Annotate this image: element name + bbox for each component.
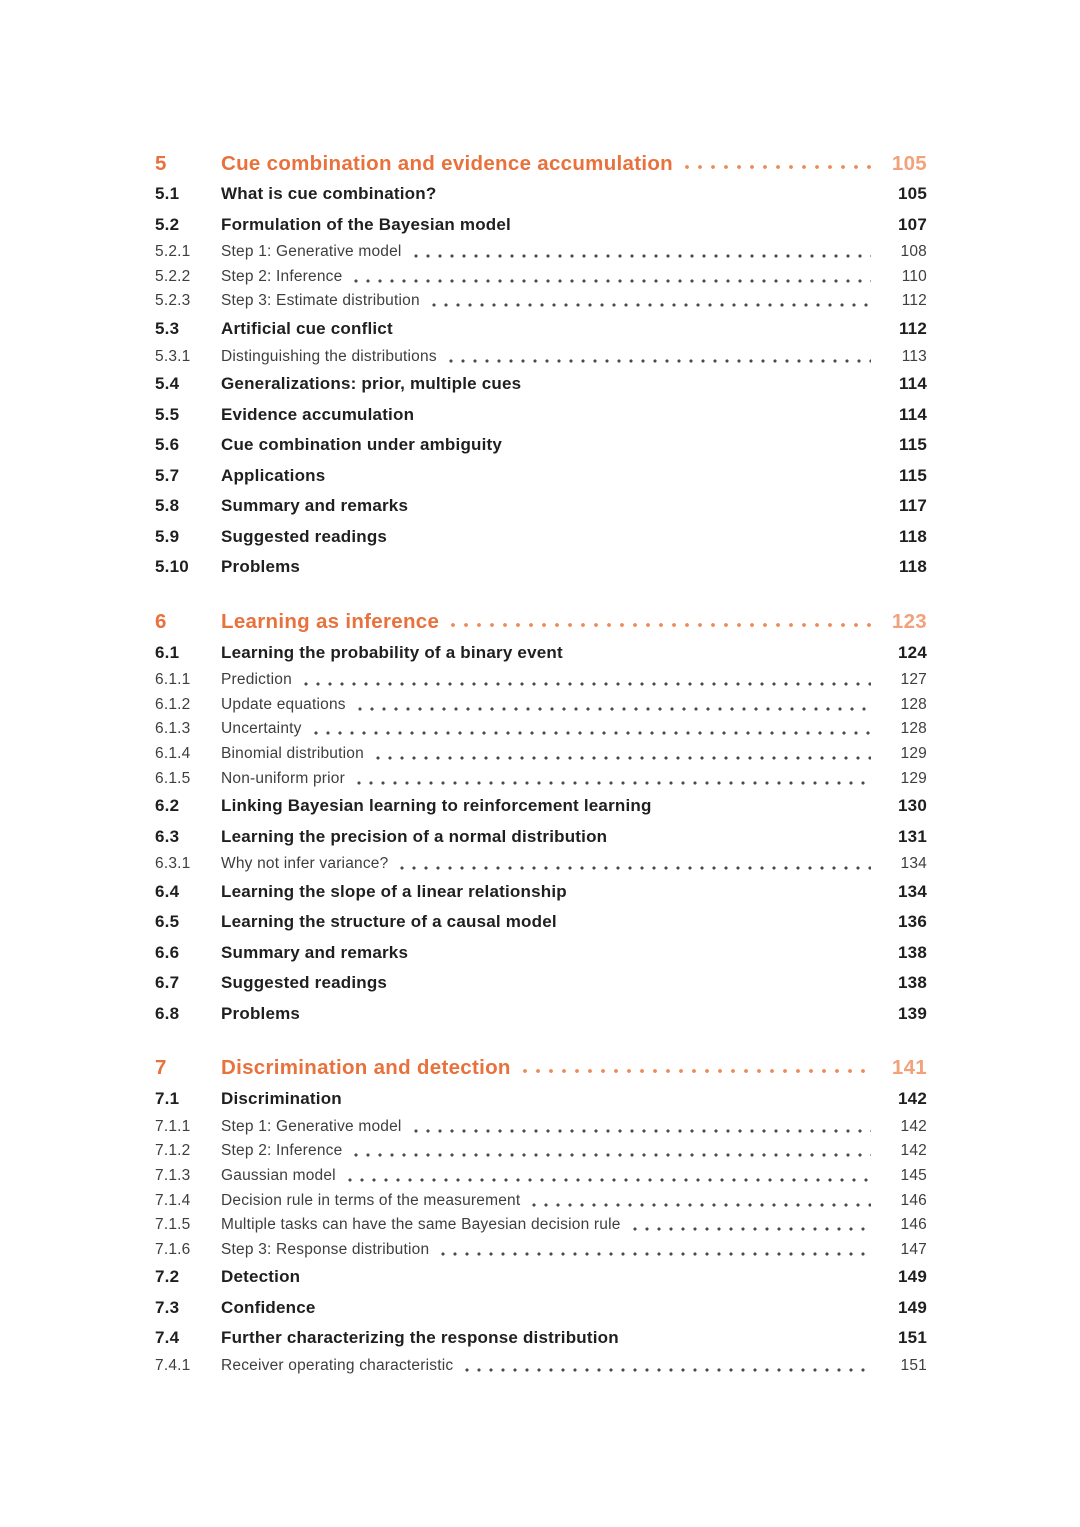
section-page-number: 138 — [898, 973, 927, 993]
section-title: Linking Bayesian learning to reinforcement learning — [221, 796, 652, 816]
dot-leader — [314, 731, 871, 735]
subsection-title: Step 1: Generative model — [221, 1117, 402, 1135]
subsection-page-number: 129 — [900, 744, 927, 762]
toc-entry-row[interactable] — [155, 1084, 927, 1115]
section-number: 5.7 — [155, 465, 180, 485]
section-number: 5.2 — [155, 214, 180, 234]
chapter-title: Learning as inference — [221, 609, 440, 633]
section-number: 7.3 — [155, 1297, 180, 1317]
toc-entry-row[interactable] — [155, 637, 927, 668]
section-page-number: 112 — [898, 319, 927, 339]
chapter-title: Cue combination and evidence accumulation — [221, 151, 673, 175]
dot-leader — [523, 227, 871, 231]
toc-entry-row[interactable] — [155, 1114, 927, 1139]
section-title: Learning the structure of a causal model — [221, 912, 557, 932]
toc-entry-row[interactable] — [155, 876, 927, 907]
dot-leader — [432, 303, 871, 307]
dot-leader — [685, 165, 871, 169]
section-title: Formulation of the Bayesian model — [221, 214, 511, 234]
subsection-title: Decision rule in terms of the measurement — [221, 1191, 521, 1209]
subsection-number: 5.2.1 — [155, 243, 191, 261]
subsection-number: 5.3.1 — [155, 347, 191, 365]
toc-chapter-row[interactable] — [155, 1053, 927, 1084]
subsection-page-number: 128 — [900, 695, 927, 713]
dot-leader — [414, 1129, 871, 1133]
subsection-page-number: 147 — [900, 1240, 927, 1258]
subsection-title: Why not infer variance? — [221, 855, 389, 873]
section-page-number: 115 — [898, 465, 927, 485]
section-page-number: 149 — [898, 1297, 927, 1317]
section-title: Problems — [221, 1003, 301, 1023]
toc-entry-row[interactable] — [155, 998, 927, 1029]
section-number: 6.7 — [155, 973, 180, 993]
subsection-title: Distinguishing the distributions — [221, 347, 437, 365]
toc-entry-row[interactable] — [155, 179, 927, 210]
toc-entry-row[interactable] — [155, 289, 927, 314]
section-number: 7.2 — [155, 1267, 180, 1287]
section-page-number: 115 — [898, 435, 927, 455]
section-number: 6.2 — [155, 796, 180, 816]
subsection-title: Receiver operating characteristic — [221, 1356, 454, 1374]
dot-leader — [465, 1368, 871, 1372]
section-page-number: 131 — [898, 826, 927, 846]
toc-entry-row[interactable] — [155, 968, 927, 999]
toc-entry-row[interactable] — [155, 1262, 927, 1293]
section-page-number: 107 — [898, 214, 927, 234]
section-title: Confidence — [221, 1297, 316, 1317]
subsection-page-number: 134 — [900, 855, 927, 873]
dot-leader — [451, 623, 871, 627]
toc-entry-row[interactable] — [155, 1323, 927, 1354]
dot-leader — [400, 866, 871, 870]
toc-entry-row[interactable] — [155, 766, 927, 791]
toc-entry-row[interactable] — [155, 692, 927, 717]
section-page-number: 142 — [898, 1089, 927, 1109]
section-page-number: 139 — [898, 1003, 927, 1023]
section-number: 7.1 — [155, 1089, 180, 1109]
section-page-number: 149 — [898, 1267, 927, 1287]
section-number: 6.4 — [155, 881, 180, 901]
chapter-number: 7 — [155, 1056, 167, 1080]
toc-chapter-row[interactable] — [155, 148, 927, 179]
dot-leader — [399, 539, 871, 543]
section-page-number: 118 — [898, 526, 927, 546]
toc-entry-row[interactable] — [155, 791, 927, 822]
dot-leader — [575, 655, 871, 659]
section-page-number: 130 — [898, 796, 927, 816]
chapter-title: Discrimination and detection — [221, 1056, 511, 1080]
section-title: Detection — [221, 1267, 301, 1287]
chapter-page-number: 105 — [891, 151, 927, 175]
subsection-title: Step 3: Response distribution — [221, 1240, 430, 1258]
toc-entry-row[interactable] — [155, 1354, 927, 1379]
subsection-page-number: 129 — [900, 769, 927, 787]
dot-leader — [523, 1069, 871, 1073]
dot-leader — [420, 955, 871, 959]
dot-leader — [376, 756, 871, 760]
section-title: Suggested readings — [221, 526, 388, 546]
toc-entry-row[interactable] — [155, 491, 927, 522]
subsection-page-number: 108 — [900, 243, 927, 261]
toc-entry-row[interactable] — [155, 821, 927, 852]
toc-entry-row[interactable] — [155, 460, 927, 491]
section-number: 6.3 — [155, 826, 180, 846]
subsection-title: Update equations — [221, 695, 346, 713]
dot-leader — [533, 386, 871, 390]
subsection-title: Step 2: Inference — [221, 267, 343, 285]
section-page-number: 136 — [898, 912, 927, 932]
subsection-number: 7.4.1 — [155, 1356, 191, 1374]
dot-leader — [405, 331, 871, 335]
section-title: Generalizations: prior, multiple cues — [221, 374, 522, 394]
subsection-number: 7.1.5 — [155, 1216, 191, 1234]
section-title: What is cue combination? — [221, 184, 437, 204]
section-number: 6.5 — [155, 912, 180, 932]
chapter-page-number: 123 — [891, 609, 927, 633]
dot-leader — [312, 1016, 871, 1020]
section-page-number: 118 — [898, 557, 927, 577]
chapter-page-number: 141 — [891, 1056, 927, 1080]
toc-entry-row[interactable] — [155, 265, 927, 290]
section-title: Learning the slope of a linear relationship — [221, 881, 567, 901]
section-title: Evidence accumulation — [221, 404, 415, 424]
dot-leader — [579, 894, 871, 898]
toc-entry-row[interactable] — [155, 937, 927, 968]
section-page-number: 117 — [898, 496, 927, 516]
toc-entry-row[interactable] — [155, 1237, 927, 1262]
toc-entry-row[interactable] — [155, 430, 927, 461]
subsection-title: Binomial distribution — [221, 744, 364, 762]
subsection-title: Step 3: Estimate distribution — [221, 292, 420, 310]
subsection-page-number: 127 — [900, 671, 927, 689]
subsection-number: 6.1.5 — [155, 769, 191, 787]
section-number: 7.4 — [155, 1328, 180, 1348]
subsection-page-number: 142 — [900, 1117, 927, 1135]
section-number: 5.5 — [155, 404, 180, 424]
subsection-page-number: 142 — [900, 1142, 927, 1160]
subsection-title: Prediction — [221, 671, 292, 689]
subsection-number: 5.2.2 — [155, 267, 191, 285]
subsection-title: Step 2: Inference — [221, 1142, 343, 1160]
toc-entry-row[interactable] — [155, 852, 927, 877]
dot-leader — [633, 1227, 871, 1231]
section-number: 5.9 — [155, 526, 180, 546]
toc-entry-row[interactable] — [155, 314, 927, 345]
toc-entry-row[interactable] — [155, 1293, 927, 1324]
dot-leader — [348, 1178, 871, 1182]
section-title: Suggested readings — [221, 973, 388, 993]
chapter-number: 5 — [155, 151, 167, 175]
subsection-title: Gaussian model — [221, 1166, 336, 1184]
section-number: 5.3 — [155, 319, 180, 339]
subsection-page-number: 146 — [900, 1191, 927, 1209]
section-number: 5.6 — [155, 435, 180, 455]
toc-entry-row[interactable] — [155, 1188, 927, 1213]
subsection-page-number: 112 — [901, 292, 927, 310]
section-title: Problems — [221, 557, 301, 577]
toc-entry-row[interactable] — [155, 399, 927, 430]
toc-entry-row[interactable] — [155, 369, 927, 400]
section-page-number: 124 — [898, 642, 927, 662]
subsection-number: 6.1.4 — [155, 744, 191, 762]
dot-leader — [631, 1340, 871, 1344]
subsection-number: 6.1.2 — [155, 695, 191, 713]
toc-entry-row[interactable] — [155, 1139, 927, 1164]
section-title: Further characterizing the response distribution — [221, 1328, 619, 1348]
subsection-number: 5.2.3 — [155, 292, 191, 310]
section-page-number: 138 — [898, 942, 927, 962]
dot-leader — [358, 707, 871, 711]
section-page-number: 151 — [898, 1328, 927, 1348]
section-page-number: 105 — [898, 184, 927, 204]
subsection-page-number: 146 — [900, 1216, 927, 1234]
dot-leader — [312, 569, 871, 573]
subsection-page-number: 151 — [900, 1356, 927, 1374]
toc-entry-row[interactable] — [155, 717, 927, 742]
dot-leader — [426, 417, 871, 421]
dot-leader — [354, 1153, 871, 1157]
dot-leader — [357, 781, 871, 785]
toc-entry-row[interactable] — [155, 344, 927, 369]
toc-entry-row[interactable] — [155, 1213, 927, 1238]
section-title: Discrimination — [221, 1089, 342, 1109]
dot-leader — [304, 682, 871, 686]
section-number: 5.1 — [155, 184, 180, 204]
subsection-title: Step 1: Generative model — [221, 243, 402, 261]
dot-leader — [619, 839, 871, 843]
dot-leader — [328, 1310, 871, 1314]
subsection-number: 6.3.1 — [155, 855, 191, 873]
dot-leader — [449, 359, 871, 363]
subsection-number: 7.1.3 — [155, 1166, 191, 1184]
subsection-number: 7.1.1 — [155, 1117, 191, 1135]
dot-leader — [312, 1279, 871, 1283]
section-title: Learning the precision of a normal distribution — [221, 826, 608, 846]
section-title: Cue combination under ambiguity — [221, 435, 503, 455]
toc-entry-row[interactable] — [155, 552, 927, 583]
dot-leader — [441, 1252, 871, 1256]
section-title: Applications — [221, 465, 326, 485]
subsection-title: Non-uniform prior — [221, 769, 345, 787]
subsection-number: 7.1.4 — [155, 1191, 191, 1209]
dot-leader — [399, 985, 871, 989]
toc-chapter-row[interactable] — [155, 606, 927, 637]
section-page-number: 114 — [898, 404, 927, 424]
toc-entry-row[interactable] — [155, 668, 927, 693]
toc-entry-row[interactable] — [155, 907, 927, 938]
chapter-number: 6 — [155, 609, 167, 633]
dot-leader — [354, 1101, 871, 1105]
section-title: Learning the probability of a binary event — [221, 642, 563, 662]
dot-leader — [337, 478, 871, 482]
section-title: Summary and remarks — [221, 942, 409, 962]
subsection-page-number: 110 — [901, 267, 927, 285]
dot-leader — [664, 808, 871, 812]
section-page-number: 114 — [898, 374, 927, 394]
dot-leader — [569, 924, 871, 928]
dot-leader — [414, 254, 871, 258]
section-number: 5.4 — [155, 374, 180, 394]
subsection-title: Multiple tasks can have the same Bayesian decision rule — [221, 1216, 621, 1234]
section-page-number: 134 — [898, 881, 927, 901]
dot-leader — [420, 508, 871, 512]
subsection-number: 6.1.1 — [155, 671, 191, 689]
dot-leader — [354, 279, 871, 283]
dot-leader — [448, 196, 871, 200]
section-title: Summary and remarks — [221, 496, 409, 516]
subsection-page-number: 113 — [901, 347, 927, 365]
toc-entry-row[interactable] — [155, 742, 927, 767]
subsection-page-number: 145 — [900, 1166, 927, 1184]
section-number: 6.1 — [155, 642, 180, 662]
subsection-number: 6.1.3 — [155, 720, 191, 738]
toc-entry-row[interactable] — [155, 240, 927, 265]
subsection-title: Uncertainty — [221, 720, 302, 738]
subsection-page-number: 128 — [900, 720, 927, 738]
dot-leader — [514, 447, 871, 451]
section-number: 6.6 — [155, 942, 180, 962]
table-of-contents — [155, 148, 927, 1378]
section-title: Artificial cue conflict — [221, 319, 393, 339]
toc-entry-row[interactable] — [155, 521, 927, 552]
section-number: 5.10 — [155, 557, 189, 577]
section-number: 6.8 — [155, 1003, 180, 1023]
subsection-number: 7.1.2 — [155, 1142, 191, 1160]
toc-entry-row[interactable] — [155, 210, 927, 241]
dot-leader — [532, 1203, 871, 1207]
section-number: 5.8 — [155, 496, 180, 516]
toc-entry-row[interactable] — [155, 1164, 927, 1189]
subsection-number: 7.1.6 — [155, 1240, 191, 1258]
